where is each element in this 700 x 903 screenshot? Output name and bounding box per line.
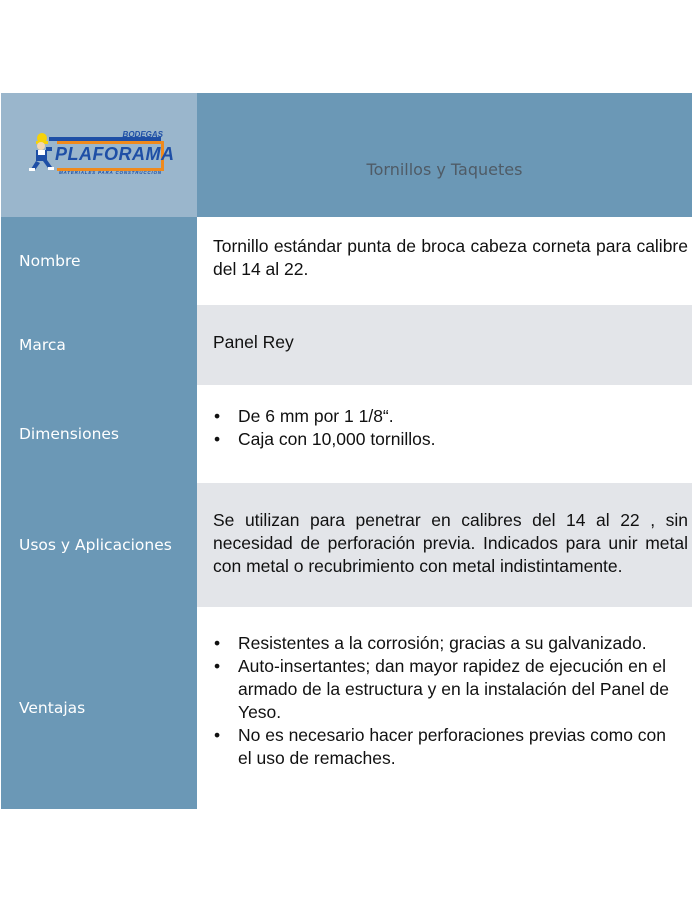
row-value [197, 305, 692, 385]
plaforama-logo [29, 130, 175, 179]
row-label: Usos y Aplicaciones [1, 483, 197, 607]
product-spec-table [1, 93, 692, 809]
row-value [197, 385, 692, 483]
row-label: Marca [1, 305, 197, 385]
list-item: • Auto-insertantes; dan mayor rapidez de ejecución en el armado de la estructura y en la instalación del Panel de Yeso. [213, 655, 682, 724]
table-row-dimensiones [1, 385, 692, 483]
logo-tagline: MATERIALES PARA CONSTRUCCION [59, 170, 162, 175]
ventajas-list [213, 632, 688, 770]
table-row-ventajas [1, 607, 692, 809]
header-row [1, 93, 692, 217]
list-item: • Caja con 10,000 tornillos. [213, 428, 688, 451]
logo-brand: PLAFORAMA [55, 144, 175, 164]
row-label: Dimensiones [1, 385, 197, 483]
row-label: Nombre [1, 217, 197, 305]
dimensiones-list [213, 405, 688, 451]
row-value [197, 607, 692, 809]
marca-text: Panel Rey [213, 331, 294, 352]
row-label: Ventajas [1, 607, 197, 809]
nombre-text: Tornillo estándar punta de broca cabeza corneta para calibre del 14 al 22. [213, 236, 688, 279]
row-value [197, 483, 692, 607]
table-row-usos [1, 483, 692, 607]
list-item: • No es necesario hacer perforaciones previas como con el uso de remaches. [213, 724, 682, 770]
page-title: Tornillos y Taquetes [197, 93, 692, 217]
list-item: • Resistentes a la corrosión; gracias a su galvanizado. [213, 632, 682, 655]
logo-cell [1, 93, 197, 217]
logo-top-text: BODEGAS [122, 130, 163, 139]
row-value [197, 217, 692, 305]
table-row-nombre [1, 217, 692, 305]
list-item: • De 6 mm por 1 1/8“. [213, 405, 688, 428]
usos-text: Se utilizan para penetrar en calibres del 14 al 22 , sin necesidad de perforación previa. Indicados para unir metal con metal o recubrimiento con metal indistintamente. [213, 509, 688, 576]
table-row-marca [1, 305, 692, 385]
